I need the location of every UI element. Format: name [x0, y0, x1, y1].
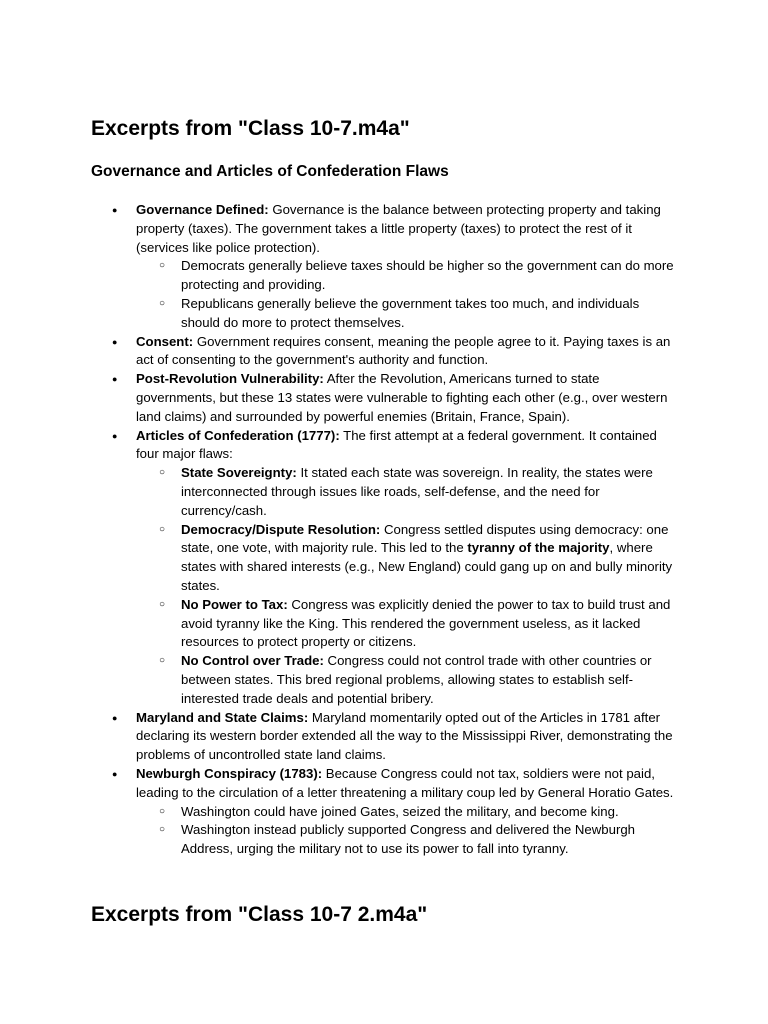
sub-item-emphasis: tyranny of the majority	[467, 540, 610, 556]
sub-list-item	[181, 521, 678, 596]
item-text: Maryland momentarily opted out of the Articles in 1781 after declaring its western border extended all the way to the Mississippi River, demonstrating the problems of uncontrolled state land claims.	[136, 709, 673, 763]
sub-item-text: Congress was explicitly denied the power to tax to build trust and avoid tyranny like the King. This rendered the government useless, as it lacked resources to protect property or citizens.	[181, 596, 671, 650]
item-text: Governance is the balance between protecting property and taking property (taxes). The government takes a little property (taxes) to protect the rest of it (services like police protection).	[136, 202, 661, 255]
sub-list-item	[181, 464, 678, 520]
sub-item-text: , where states with shared interests (e.g., New England) could gang up on and bully minority states.	[181, 540, 673, 593]
sub-item-label: Democracy/Dispute Resolution:	[181, 521, 381, 537]
item-label: Articles of Confederation (1777):	[136, 427, 340, 443]
sub-item-text: Congress settled disputes using democracy: one state, one vote, with majority rule. This led to the	[181, 521, 669, 556]
section-heading-1: Excerpts from "Class 10-7.m4a"	[91, 117, 410, 140]
item-label: Governance Defined:	[136, 202, 269, 217]
item-text: Government requires consent, meaning the people agree to it. Paying taxes is an act of consenting to the government's authority and function.	[136, 333, 671, 368]
item-label: Post-Revolution Vulnerability:	[136, 371, 324, 387]
sub-item-text: Democrats generally believe taxes should be higher so the government can do more protecting and providing.	[181, 258, 674, 293]
sub-item-text: It stated each state was sovereign. In reality, the states were interconnected through issues like roads, self-defense, and the need for currency/cash.	[181, 465, 653, 518]
bullet-list	[136, 201, 678, 859]
item-text: Because Congress could not tax, soldiers were not paid, leading to the circulation of a letter threatening a military coup led by General Horatio Gates.	[136, 765, 674, 800]
sub-list-item	[181, 257, 678, 295]
sub-list-item	[181, 821, 678, 859]
sub-list-item	[181, 652, 678, 708]
sub-list	[136, 803, 678, 859]
sub-item-label: No Control over Trade:	[181, 653, 324, 669]
item-label: Newburgh Conspiracy (1783):	[136, 765, 323, 781]
list-item	[136, 709, 678, 765]
sub-item-text: Congress could not control trade with other countries or between states. This bred regional problems, allowing states to establish self-interested trade deals and potential bribery.	[181, 653, 652, 706]
item-label: Consent:	[136, 333, 194, 349]
subsection-heading: Governance and Articles of Confederation Flaws	[91, 163, 449, 180]
sub-list-item	[181, 596, 678, 652]
list-item	[136, 333, 678, 371]
sub-item-text: Washington could have joined Gates, seized the military, and become king.	[181, 803, 619, 819]
item-label: Maryland and State Claims:	[136, 709, 309, 725]
sub-list-item	[181, 803, 678, 822]
sub-item-text: Washington instead publicly supported Congress and delivered the Newburgh Address, urging the military not to use its power to fall into tyranny.	[181, 822, 636, 857]
sub-item-label: State Sovereignty:	[181, 465, 297, 481]
list-item	[136, 370, 678, 426]
item-text: After the Revolution, Americans turned to state governments, but these 13 states were vulnerable to fighting each other (e.g., over western land claims) and surrounded by powerful enemies (Britain, France, Spain).	[136, 371, 668, 424]
sub-item-label: No Power to Tax:	[181, 596, 288, 612]
sub-list	[136, 257, 678, 332]
sub-list	[136, 464, 678, 708]
list-item	[136, 427, 678, 709]
list-item	[136, 765, 678, 859]
item-text: The first attempt at a federal government. It contained four major flaws:	[136, 427, 657, 462]
sub-list-item	[181, 295, 678, 333]
sub-item-text: Republicans generally believe the government takes too much, and individuals should do more to protect themselves.	[181, 295, 640, 330]
section-heading-2: Excerpts from "Class 10-7 2.m4a"	[91, 903, 428, 926]
list-item	[136, 201, 678, 333]
